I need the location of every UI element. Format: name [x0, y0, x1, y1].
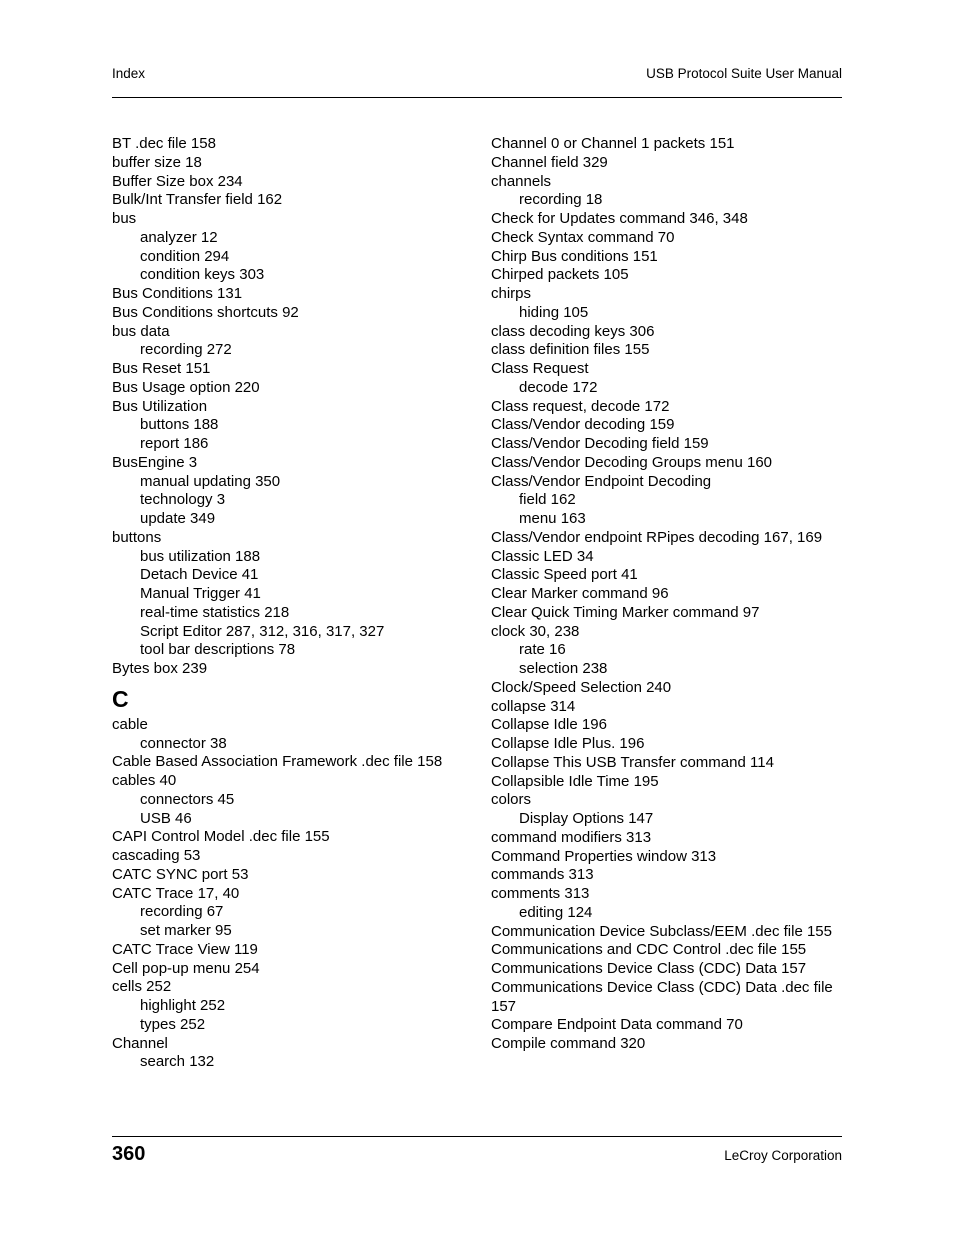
index-entry: CATC SYNC port 53	[112, 865, 249, 883]
index-entry: Bus Utilization	[112, 397, 208, 415]
index-entry: Buffer Size box 234	[112, 172, 243, 190]
index-subentry: highlight 252	[140, 997, 226, 1014]
index-subentry: recording 272	[140, 341, 232, 359]
index-entry: BT .dec file 158	[112, 135, 216, 152]
index-entry: Chirp Bus conditions 151	[491, 247, 658, 265]
index-entry: channels	[491, 172, 552, 190]
index-entry: Bytes box 239	[112, 660, 208, 677]
index-entry: buttons	[112, 528, 162, 546]
index-column-left	[112, 135, 482, 1072]
index-entry: Bus Usage option 220	[112, 378, 260, 396]
index-entry: Class/Vendor Decoding field 159	[491, 435, 709, 452]
index-subentry: manual updating 350	[140, 472, 281, 490]
index-entry: Clock/Speed Selection 240	[491, 678, 672, 696]
index-entry: 157	[491, 997, 517, 1015]
index-entry: cables 40	[112, 772, 177, 789]
index-subentry: tool bar descriptions 78	[140, 641, 296, 659]
index-entry: command modifiers 313	[491, 828, 652, 846]
index-entry: Clear Marker command 96	[491, 585, 669, 602]
index-entry: Compile command 320	[491, 1035, 646, 1052]
footer-company: LeCroy Corporation	[724, 1148, 842, 1163]
index-subentry: connector 38	[140, 734, 227, 752]
index-entry: Clear Quick Timing Marker command 97	[491, 603, 760, 621]
index-entry: Bulk/Int Transfer field 162	[112, 191, 283, 209]
index-entry: clock 30, 238	[491, 622, 580, 640]
index-entry: Class/Vendor Endpoint Decoding	[491, 472, 712, 490]
index-entry: Cell pop-up menu 254	[112, 959, 260, 977]
index-subentry: Manual Trigger 41	[140, 585, 261, 602]
index-subentry: set marker 95	[140, 922, 232, 939]
index-subentry: Display Options 147	[519, 810, 654, 827]
index-entry: Class Request	[491, 360, 589, 377]
index-entry: Check Syntax command 70	[491, 228, 675, 246]
index-entry: Check for Updates command 346, 348	[491, 210, 748, 227]
index-subentry: types 252	[140, 1015, 206, 1033]
index-entry: Collapse Idle Plus. 196	[491, 735, 645, 752]
index-entry: Bus Conditions shortcuts 92	[112, 303, 299, 321]
index-entry: Classic LED 34	[491, 547, 594, 565]
index-subentry: condition 294	[140, 247, 230, 265]
index-subentry: connectors 45	[140, 790, 235, 808]
index-entry: Channel field 329	[491, 153, 608, 171]
index-entry: Class request, decode 172	[491, 397, 670, 415]
index-entry: Communications Device Class (CDC) Data .dec file	[491, 978, 833, 996]
index-entry: cells 252	[112, 978, 172, 996]
index-entries-c	[112, 716, 482, 1072]
index-entry: Cable Based Association Framework .dec file 158	[112, 753, 443, 771]
index-entry: CAPI Control Model .dec file 155	[112, 828, 330, 846]
index-entry: class decoding keys 306	[491, 322, 655, 340]
index-subentry: condition keys 303	[140, 266, 265, 284]
index-entry: Collapsible Idle Time 195	[491, 772, 659, 790]
index-entry: Channel 0 or Channel 1 packets 151	[491, 135, 735, 152]
index-entry: Class/Vendor endpoint RPipes decoding 167, 169	[491, 528, 823, 546]
index-subentry: menu 163	[519, 510, 586, 527]
index-subentry: Script Editor 287, 312, 316, 317, 327	[140, 622, 385, 640]
index-entries-c-continued	[491, 135, 851, 1054]
index-entry: Compare Endpoint Data command 70	[491, 1016, 743, 1034]
index-column-right	[491, 135, 851, 1054]
index-entry: BusEngine 3	[112, 453, 198, 471]
section-letter-c: C	[112, 685, 129, 712]
index-entries-b	[112, 135, 482, 679]
index-entry: Classic Speed port 41	[491, 566, 638, 584]
index-subentry: rate 16	[519, 641, 566, 659]
index-subentry: hiding 105	[519, 303, 589, 321]
index-entry: Class/Vendor Decoding Groups menu 160	[491, 453, 773, 471]
index-entry: Bus Reset 151	[112, 360, 211, 377]
index-entry: Collapse Idle 196	[491, 716, 607, 734]
index-subentry: report 186	[140, 435, 209, 452]
index-subentry: update 349	[140, 510, 216, 527]
index-subentry: search 132	[140, 1053, 215, 1071]
index-entry: cascading 53	[112, 847, 201, 864]
index-subentry: analyzer 12	[140, 228, 218, 246]
index-entry: buffer size 18	[112, 153, 202, 171]
index-entry: collapse 314	[491, 697, 576, 715]
index-entry: cable	[112, 715, 148, 733]
index-subentry: field 162	[519, 491, 576, 509]
index-entry: comments 313	[491, 885, 590, 902]
index-entry: Class/Vendor decoding 159	[491, 416, 675, 434]
index-entry: CATC Trace View 119	[112, 940, 258, 958]
index-subentry: recording 18	[519, 191, 603, 209]
index-entry: Bus Conditions 131	[112, 285, 243, 302]
header-divider	[112, 97, 842, 98]
footer-divider	[112, 1136, 842, 1137]
index-entry: Chirped packets 105	[491, 266, 629, 284]
header-manual-title: USB Protocol Suite User Manual	[646, 66, 842, 81]
index-entry: class definition files 155	[491, 341, 650, 359]
index-entry: Communications Device Class (CDC) Data 157	[491, 960, 807, 977]
index-entry: Command Properties window 313	[491, 847, 717, 865]
index-entry: Collapse This USB Transfer command 114	[491, 753, 774, 771]
page-number: 360	[112, 1143, 146, 1165]
index-entry: bus data	[112, 322, 170, 340]
index-subentry: decode 172	[519, 378, 598, 396]
index-entry: colors	[491, 791, 532, 809]
header-section-label: Index	[112, 66, 146, 81]
index-entry: Channel	[112, 1034, 168, 1052]
index-subentry: buttons 188	[140, 416, 219, 434]
index-entry: chirps	[491, 285, 532, 302]
index-entry: Communication Device Subclass/EEM .dec file 155	[491, 922, 832, 940]
index-entry: CATC Trace 17, 40	[112, 884, 240, 902]
index-entry: bus	[112, 210, 137, 227]
index-subentry: editing 124	[519, 903, 593, 921]
index-entry: Communications and CDC Control .dec file 155	[491, 941, 807, 959]
index-subentry: recording 67	[140, 903, 224, 921]
index-subentry: USB 46	[140, 809, 192, 827]
index-subentry: technology 3	[140, 491, 226, 509]
index-subentry: selection 238	[519, 660, 608, 677]
index-subentry: Detach Device 41	[140, 566, 259, 584]
index-entry: commands 313	[491, 866, 594, 884]
index-subentry: real-time statistics 218	[140, 603, 290, 621]
index-subentry: bus utilization 188	[140, 547, 261, 565]
